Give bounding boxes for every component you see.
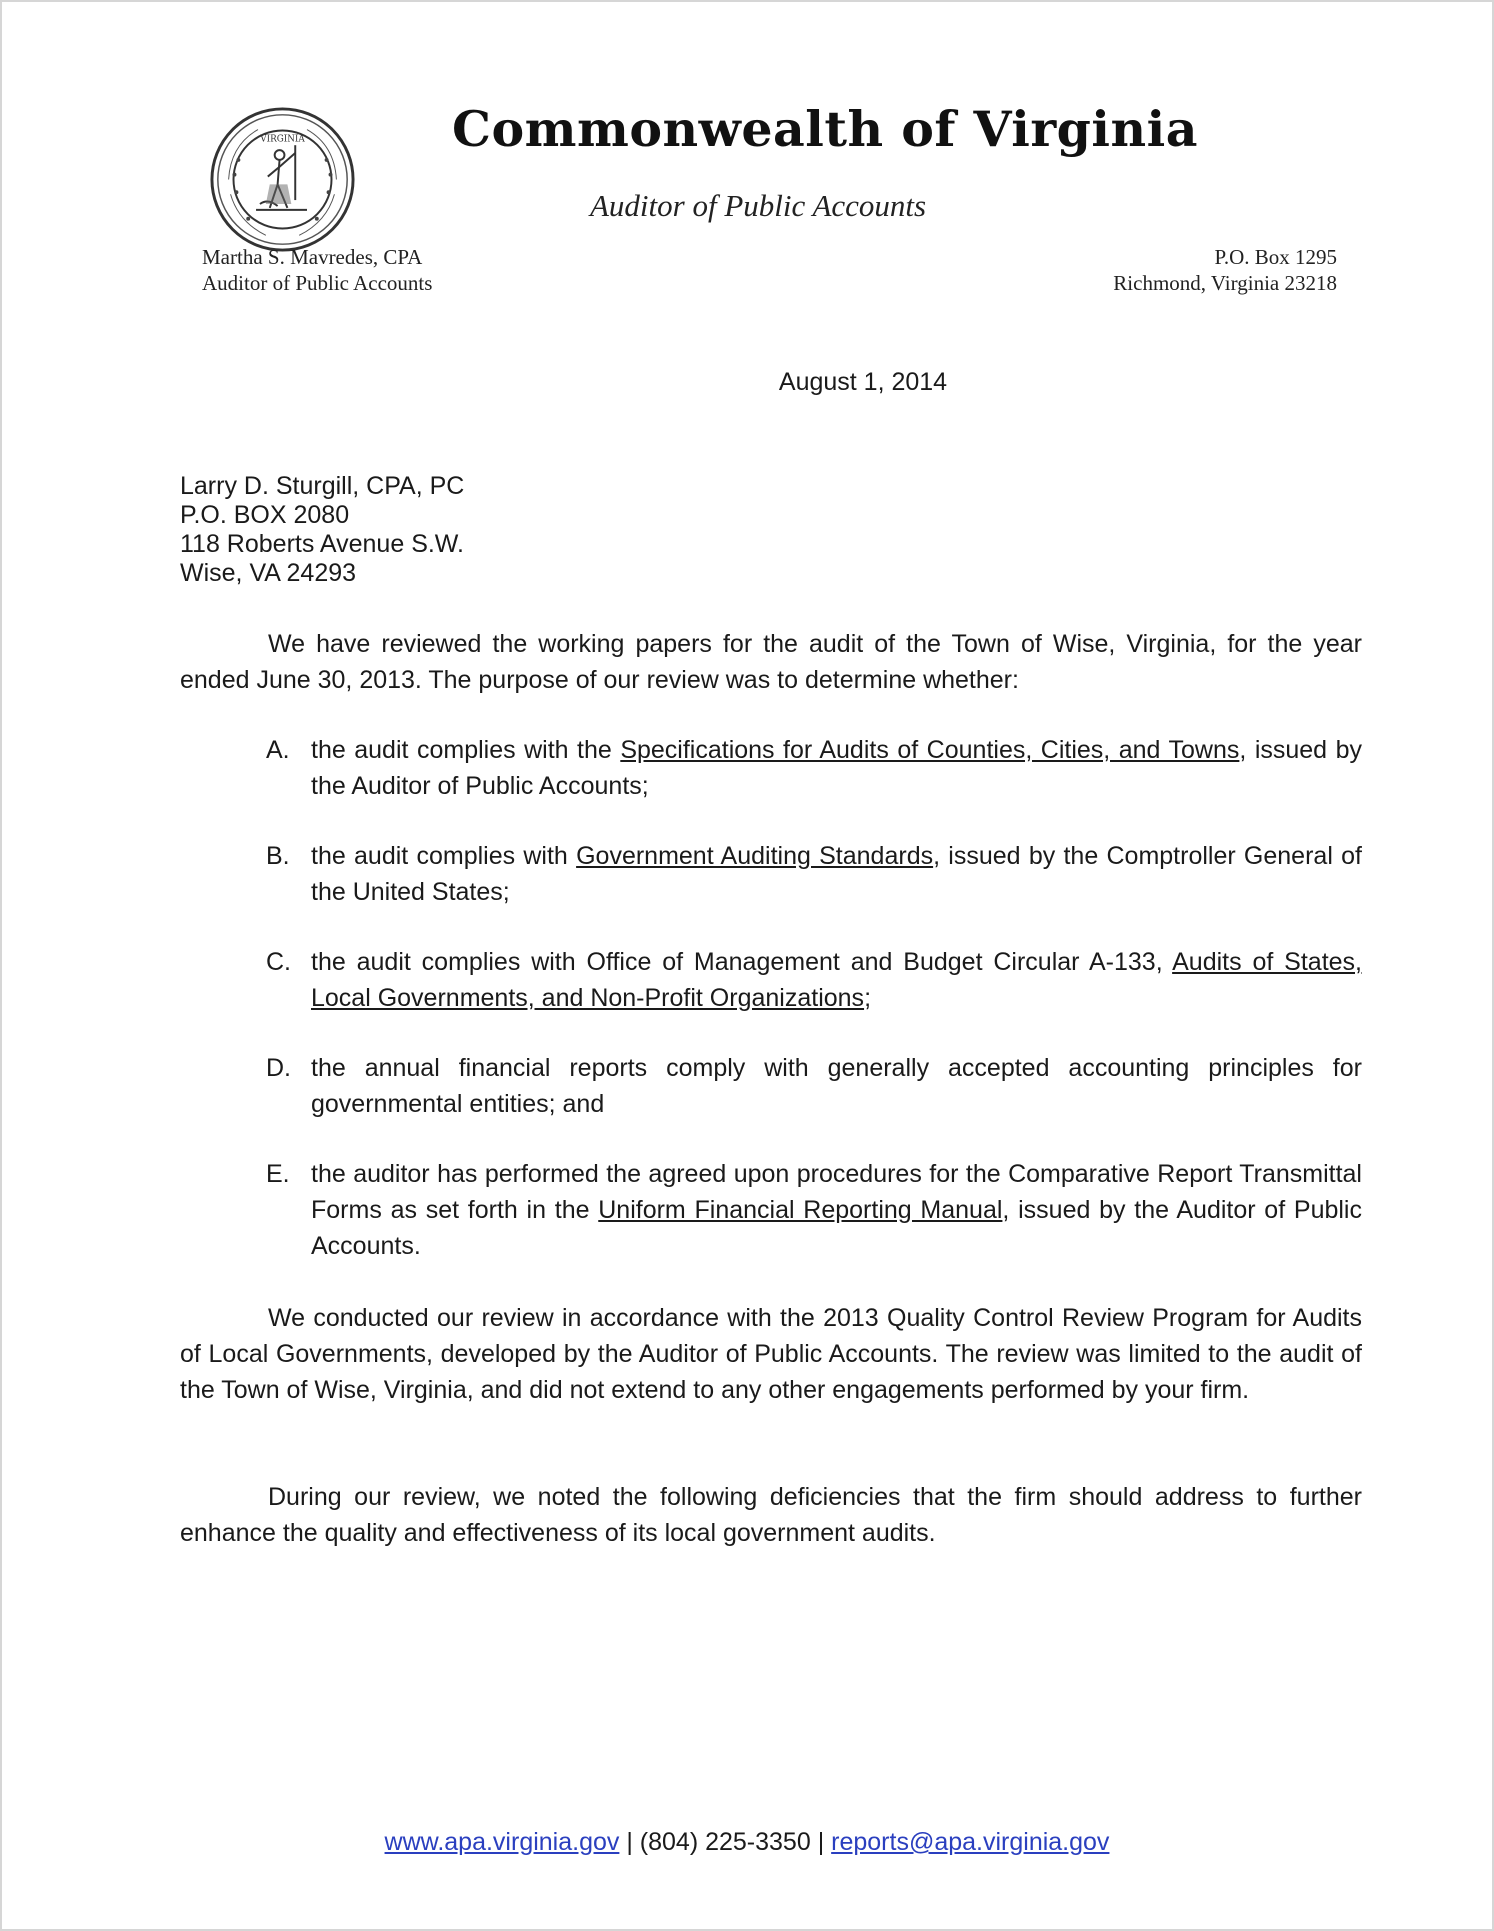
- footer-contact: [2, 1828, 1492, 1857]
- sender-name: Martha S. Mavredes, CPA: [202, 245, 423, 269]
- website-link[interactable]: www.apa.virginia.gov: [384, 1828, 620, 1856]
- letterhead-subtitle: Auditor of Public Accounts: [590, 188, 927, 223]
- underlined-title: Government Auditing Standards: [576, 842, 934, 870]
- letterhead-title: Commonwealth of Virginia: [452, 100, 1198, 158]
- list-item-text: the auditor has performed the agreed upon procedures for the Comparative Report Transmittal Forms as set forth in the: [311, 1160, 1362, 1224]
- underlined-title: Specifications for Audits of Counties, Cities, and Towns: [620, 736, 1240, 764]
- deficiencies-paragraph: During our review, we noted the following deficiencies that the firm should address to further enhance the quality and effectiveness of its local government audits.: [180, 1483, 1362, 1547]
- list-item-text: , issued by the Auditor of Public Accounts;: [311, 736, 1362, 800]
- phone-number: (804) 225-3350: [639, 1828, 811, 1856]
- list-item-letter: A.: [266, 736, 290, 764]
- list-item-letter: B.: [266, 842, 290, 870]
- footer-separator: |: [619, 1828, 640, 1856]
- list-item-text: the audit complies with the: [311, 736, 621, 764]
- po-box: P.O. Box 1295: [1214, 245, 1337, 269]
- list-item-letter: E.: [266, 1160, 290, 1188]
- virginia-seal-icon: [209, 106, 356, 253]
- address-line: 118 Roberts Avenue S.W.: [180, 530, 464, 558]
- city-state-zip: Richmond, Virginia 23218: [1113, 271, 1337, 295]
- list-item-letter: D.: [266, 1054, 291, 1082]
- sender-title: Auditor of Public Accounts: [202, 271, 433, 295]
- footer-separator: |: [810, 1828, 832, 1856]
- list-item: [266, 732, 1362, 804]
- list-item-text: , issued by the Auditor of Public Accounts.: [311, 1196, 1362, 1260]
- seal-label: VIRGINIA: [260, 134, 305, 145]
- list-item-text: , issued by the Comptroller General of the United States;: [311, 842, 1362, 906]
- address-line: Larry D. Sturgill, CPA, PC: [180, 472, 465, 500]
- review-scope-paragraph: We conducted our review in accordance with the 2013 Quality Control Review Program for Audits of Local Governments, developed by the Auditor of Public Accounts. The review was limited to the audit of the Town of Wise, Virginia, and did not extend to any other engagements performed by your firm.: [180, 1304, 1362, 1404]
- underlined-title: Uniform Financial Reporting Manual: [598, 1196, 1003, 1224]
- mailing-address-block: [1113, 244, 1337, 296]
- list-item: [266, 1050, 1362, 1122]
- list-item-text: the annual financial reports comply with generally accepted accounting principles for governmental entities; and: [311, 1054, 1362, 1118]
- recipient-address: [180, 472, 464, 588]
- list-item-text: ;: [864, 984, 872, 1012]
- list-item: [266, 838, 1362, 910]
- intro-paragraph: We have reviewed the working papers for the audit of the Town of Wise, Virginia, for the year ended June 30, 2013. The purpose of our review was to determine whether:: [180, 630, 1362, 694]
- underlined-title: Audits of States, Local Governments, and Non-Profit Organizations: [311, 948, 1362, 1012]
- sender-block: [202, 244, 432, 296]
- list-item-letter: C.: [266, 948, 291, 976]
- list-item-text: the audit complies with Office of Management and Budget Circular A-133,: [311, 948, 1173, 976]
- letter-date: August 1, 2014: [778, 368, 948, 396]
- address-line: Wise, VA 24293: [180, 559, 357, 587]
- email-link[interactable]: reports@apa.virginia.gov: [831, 1828, 1110, 1856]
- list-item-text: the audit complies with: [311, 842, 577, 870]
- list-item: [266, 944, 1362, 1016]
- list-item: [266, 1156, 1362, 1264]
- review-objectives-list: [266, 732, 1362, 1298]
- address-line: P.O. BOX 2080: [180, 501, 350, 529]
